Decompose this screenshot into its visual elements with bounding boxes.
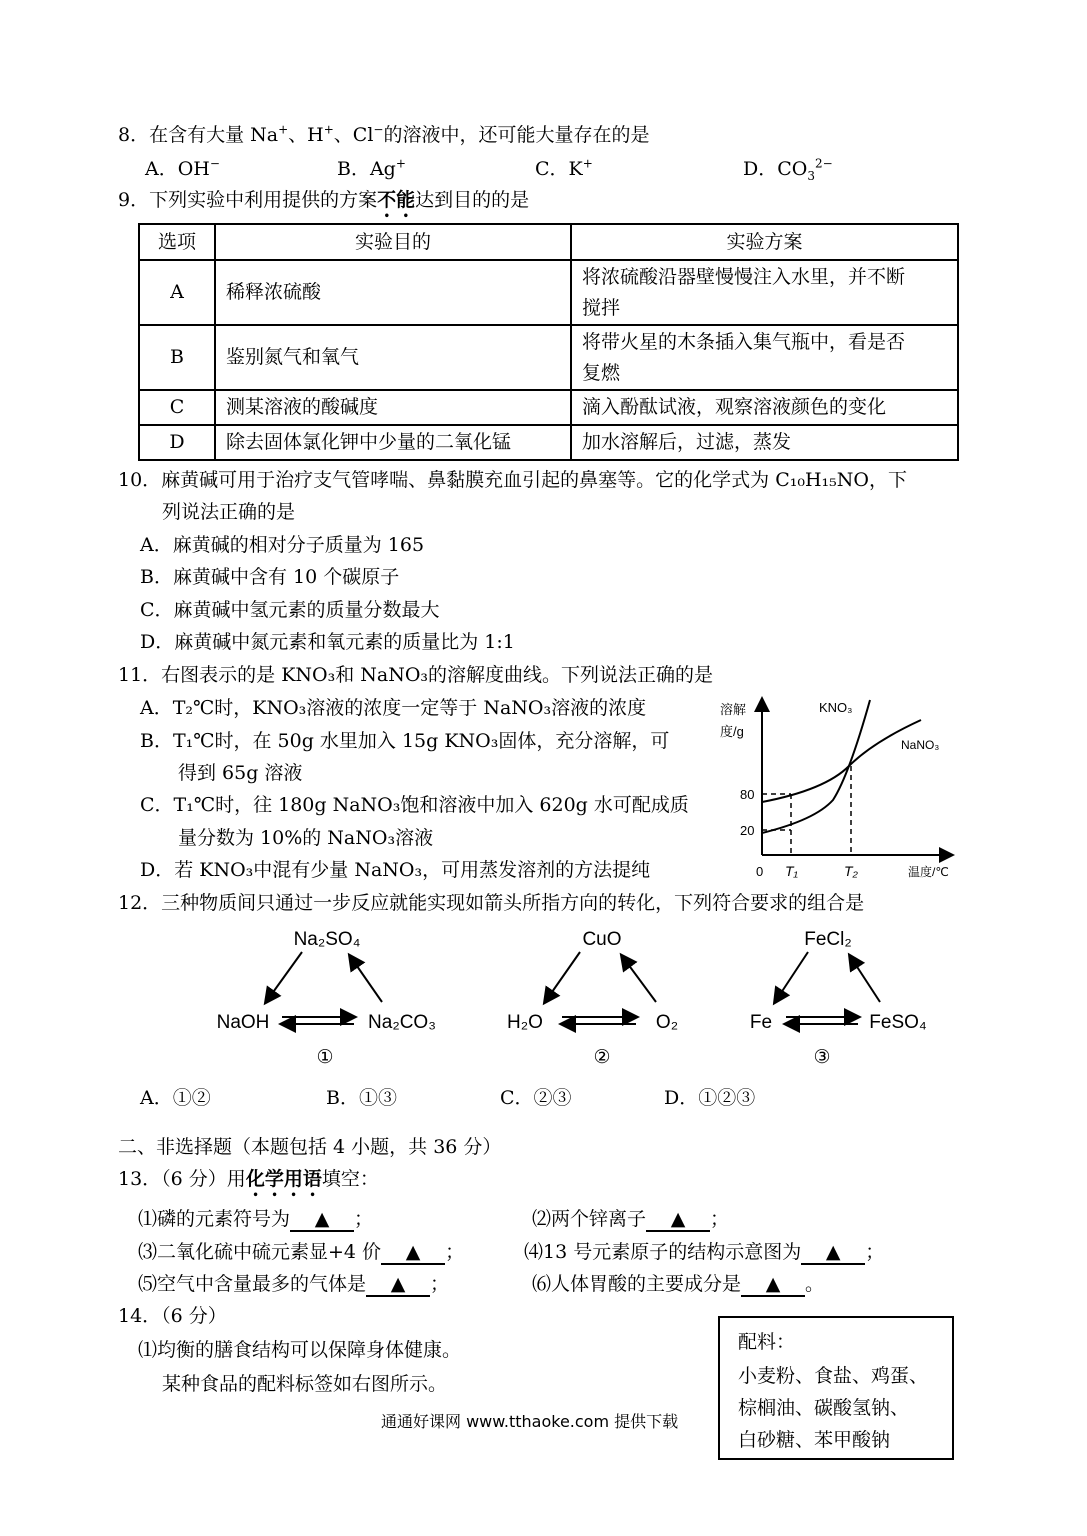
diagram2-number: ② [593,1047,611,1068]
q10-option-c: C．麻黄碱中氢元素的质量分数最大 [140,599,440,621]
x-tick-t1: T₁ [785,863,798,879]
table-cell: D [139,425,215,460]
q10-stem: 10．麻黄碱可用于治疗支气管哮喘、鼻黏膜充血引起的鼻塞等。它的化学式为 C₁₀H₁₅NO，下 [118,469,907,491]
table-cell: B [139,325,215,390]
q10-option-d: D．麻黄碱中氮元素和氧元素的质量比为 1:1 [140,631,515,653]
diagram3-number: ③ [813,1047,831,1068]
x-axis-label: 温度/℃ [908,865,949,879]
diagram2-left: H₂O [507,1012,543,1033]
q13-item-5: ⑸空气中含量最多的气体是 ▲ ； [138,1273,450,1295]
q8-option-b: B．Ag+ [337,156,406,180]
q8-stem: 8．在含有大量 Na+、H+、Cl−的溶液中，还可能大量存在的是 [118,122,650,146]
table-cell: 除去固体氯化钾中少量的二氧化锰 [215,425,571,460]
q12-stem: 12．三种物质间只通过一步反应就能实现如箭头所指方向的转化，下列符合要求的组合是 [118,892,865,914]
table-row [139,425,958,460]
q11-option-c: C．T₁℃时，往 180g NaNO₃饱和溶液中加入 620g 水可配成质 [140,794,689,816]
diagram1-top: Na₂SO₄ [293,929,361,950]
table-row [139,325,958,390]
q8-option-c: C．K+ [535,156,593,180]
y-tick-80: 80 [740,787,755,802]
ingredients-title: 配料： [738,1331,796,1353]
q11-option-d: D．若 KNO₃中混有少量 NaNO₃，可用蒸发溶剂的方法提纯 [140,859,651,881]
y-axis-label: 溶解 [720,702,747,717]
ingredients-line-3: 白砂糖、苯甲酸钠 [738,1429,891,1451]
q11-option-c-cont: 量分数为 10%的 NaNO₃溶液 [178,827,434,849]
q11-option-b: B．T₁℃时，在 50g 水里加入 15g KNO₃固体，充分溶解，可 [140,730,670,752]
ingredients-line-2: 棕榈油、碳酸氢钠、 [738,1397,910,1419]
q12-option-c: C．②③ [500,1087,572,1109]
diagram2-top: CuO [582,929,622,950]
origin-label: 0 [756,864,764,879]
q8-option-d: D．$CO_3^{2-}$ [743,156,833,183]
table-cell: 鉴别氮气和氧气 [215,325,571,390]
q11-option-a: A．T₂℃时，KNO₃溶液的浓度一定等于 NaNO₃溶液的浓度 [140,697,647,719]
answer-blank[interactable]: ▲ [366,1273,430,1297]
q12-option-d: D．①②③ [664,1087,756,1109]
diagram3-right: FeSO₄ [869,1012,927,1033]
q9-stem: 9．下列实验中利用提供的方案不能达到目的的是 [118,189,530,211]
table-header: 实验方案 [571,224,958,260]
q12-option-b: B．①③ [326,1087,397,1109]
diagram1-number: ① [316,1047,334,1068]
answer-blank[interactable]: ▲ [801,1241,865,1265]
q11-option-b-cont: 得到 65g 溶液 [178,762,303,784]
table-row [139,260,958,325]
table-cell: 将浓硫酸沿器壁慢慢注入水里，并不断 搅拌 [571,260,958,325]
table-cell: C [139,390,215,425]
table-cell: 稀释浓硫酸 [215,260,571,325]
table-cell: 测某溶液的酸碱度 [215,390,571,425]
x-tick-t2: T₂ [844,863,858,879]
table-row [139,390,958,425]
ingredients-line-1: 小麦粉、食盐、鸡蛋、 [738,1365,929,1387]
answer-blank[interactable]: ▲ [646,1208,710,1232]
q11-stem: 11．右图表示的是 KNO₃和 NaNO₃的溶解度曲线。下列说法正确的是 [118,664,714,686]
y-tick-20: 20 [740,823,755,838]
q14-line-2: 某种食品的配料标签如右图所示。 [162,1373,448,1395]
y-axis-label-unit: 度/g [720,724,744,739]
q12-option-a: A．①② [140,1087,211,1109]
q13-item-2: ⑵两个锌离子 ▲ ； [532,1208,730,1230]
table-header: 实验目的 [215,224,571,260]
ingredients-label-box [718,1316,954,1460]
conversion-diagrams [190,920,950,1070]
q10-option-b: B．麻黄碱中含有 10 个碳原子 [140,566,400,588]
q13-item-3: ⑶二氧化硫中硫元素显+4 价 ▲ ； [138,1241,465,1263]
q13-stem: 13．（6 分）用化学用语填空： [118,1168,379,1190]
section-title: 二、非选择题（本题包括 4 小题，共 36 分） [118,1136,502,1158]
table-cell: 加水溶解后，过滤，蒸发 [571,425,958,460]
table-header: 选项 [139,224,215,260]
solubility-graph [715,690,965,885]
diagram3-left: Fe [749,1012,773,1033]
q8-option-a: A．OH− [145,156,220,180]
table-cell: 将带火星的木条插入集气瓶中，看是否 复燃 [571,325,958,390]
diagram3-top: FeCl₂ [804,929,852,950]
q14-stem: 14．（6 分） [118,1305,227,1327]
answer-blank[interactable]: ▲ [741,1273,805,1297]
nano3-curve [762,720,921,802]
q9-table [138,223,959,461]
q10-stem-cont: 列说法正确的是 [162,501,296,523]
table-cell: 滴入酚酞试液，观察溶液颜色的变化 [571,390,958,425]
answer-blank[interactable]: ▲ [381,1241,445,1265]
nano3-label: NaNO₃ [901,738,940,752]
answer-blank[interactable]: ▲ [290,1208,354,1232]
footer-watermark: 通通好课网 www.tthaoke.com 提供下载 [381,1412,679,1431]
q14-line-1: ⑴均衡的膳食结构可以保障身体健康。 [138,1339,462,1361]
q13-item-4: ⑷13 号元素原子的结构示意图为 ▲ ； [524,1241,885,1263]
q13-item-1: ⑴磷的元素符号为 ▲ ； [138,1208,374,1230]
q10-option-a: A．麻黄碱的相对分子质量为 165 [140,534,425,556]
kno3-curve [762,700,870,833]
kno3-label: KNO₃ [819,700,853,715]
diagram2-right: O₂ [655,1012,679,1033]
q13-item-6: ⑹人体胃酸的主要成分是 ▲ 。 [532,1273,825,1295]
diagram1-right: Na₂CO₃ [368,1012,436,1033]
diagram1-left: NaOH [216,1012,270,1033]
table-cell: A [139,260,215,325]
